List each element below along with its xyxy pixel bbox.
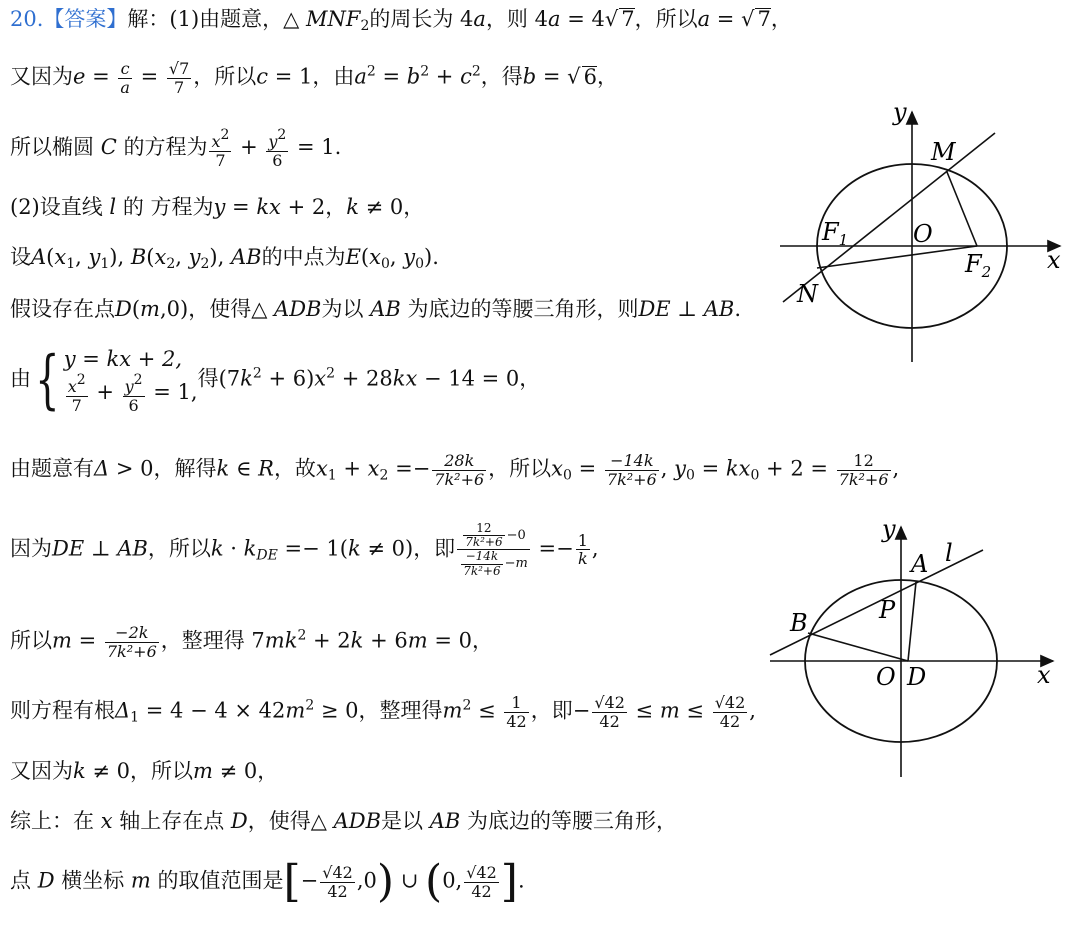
math-text: 假设存在点	[10, 297, 115, 321]
math-text: ，则 4	[485, 7, 548, 31]
math-text: 2	[133, 372, 143, 389]
math-text: =−	[388, 456, 431, 481]
solution-line-3	[10, 128, 341, 169]
math-text: D	[230, 809, 248, 833]
math-text: 设	[10, 245, 31, 269]
math-text: y	[213, 195, 226, 219]
math-text: = 1，由	[268, 64, 355, 89]
math-text: 42	[719, 711, 741, 731]
math-text: =− 1(	[277, 536, 348, 561]
math-text: mk	[264, 628, 298, 653]
math-text: ADB	[333, 809, 381, 833]
math-text: 42	[599, 711, 620, 731]
math-text: k	[346, 195, 359, 219]
math-text: 0	[686, 467, 695, 484]
math-text: √42	[466, 862, 497, 882]
math-text: 7k²+6	[606, 469, 657, 489]
math-text: D	[115, 297, 132, 321]
math-text: 42	[327, 881, 348, 901]
math-text: ,	[892, 456, 900, 481]
math-text: 解：	[127, 7, 170, 31]
math-text: 的中点为	[261, 245, 346, 269]
solution-line-4	[10, 196, 424, 219]
math-text: A	[31, 245, 47, 269]
math-text: −14k	[461, 550, 502, 564]
math-text: 0	[415, 256, 425, 272]
math-text: ，即−	[530, 698, 591, 723]
math-text: ,	[389, 245, 404, 269]
math-text: 2	[277, 127, 287, 143]
math-text: ⊥	[670, 297, 704, 321]
math-text: =−	[531, 536, 574, 561]
math-text: 又因为	[10, 64, 73, 89]
math-text: ，	[596, 64, 618, 89]
math-text: 6	[272, 150, 283, 170]
math-text: m	[130, 868, 151, 893]
math-text: =	[71, 628, 103, 653]
math-text: y = kx + 2,	[63, 347, 183, 371]
math-text: k	[577, 549, 588, 569]
math-text: −	[300, 868, 319, 893]
math-text: m	[285, 698, 306, 723]
math-text: .	[517, 868, 525, 893]
math-text: x	[367, 456, 380, 481]
math-text: x	[369, 245, 381, 269]
math-text: √	[741, 7, 755, 31]
math-text: 因为	[10, 536, 52, 561]
math-text: 2	[305, 697, 315, 714]
math-text: [	[283, 856, 301, 907]
math-text: 2	[76, 372, 86, 389]
math-text: MNF	[305, 7, 361, 31]
solution-line-14	[10, 856, 525, 907]
math-text: kx	[725, 456, 751, 481]
math-text: x	[67, 377, 77, 397]
problem-number: 20.	[10, 7, 44, 31]
math-text: ≠ 0)，即	[360, 536, 456, 561]
math-text: ≠ 0，	[212, 759, 279, 783]
math-text: 2	[379, 467, 389, 484]
line-MN	[783, 133, 995, 302]
segment-BD	[808, 633, 908, 661]
solution-line-8	[10, 452, 899, 488]
math-text: ∪	[394, 868, 426, 893]
math-text: k	[243, 536, 257, 561]
math-text: y	[124, 377, 134, 397]
math-text: Δ	[94, 456, 110, 481]
math-text: ，得	[480, 64, 523, 89]
math-text: 是以	[381, 809, 430, 833]
math-text: 为底边的等腰三角形，	[460, 809, 677, 833]
math-text: (2)设直线	[10, 195, 110, 219]
label-y: y	[893, 100, 907, 126]
math-text: (	[360, 245, 370, 269]
math-text: 2	[366, 63, 376, 80]
math-text: 为底边的等腰三角形，则	[400, 297, 639, 321]
label-O: O	[913, 220, 933, 248]
math-text: m	[140, 297, 160, 321]
math-text: 42	[506, 711, 527, 731]
math-text: B	[130, 245, 147, 269]
math-text: 1	[130, 709, 140, 726]
math-text: 又因为	[10, 759, 73, 783]
math-text: + 6)	[261, 366, 315, 391]
math-text: + 2，	[280, 195, 347, 219]
math-text: x	[100, 809, 113, 833]
solution-line-12	[10, 760, 278, 783]
math-text: 6	[128, 395, 139, 415]
math-text: Δ	[115, 698, 131, 723]
label-y: y	[882, 515, 896, 543]
math-text: x	[551, 456, 564, 481]
math-text: AB	[703, 297, 735, 321]
math-text: AB	[230, 245, 262, 269]
math-text: 2	[360, 18, 370, 34]
math-text: = 4 − 4 × 42	[139, 698, 286, 723]
math-text: 得(7	[197, 366, 241, 391]
math-text: √	[604, 7, 619, 31]
math-text: 0	[750, 467, 760, 484]
math-text: y	[88, 245, 101, 269]
math-text: ,0	[356, 868, 377, 893]
math-text: a	[697, 7, 711, 31]
math-text: x	[211, 132, 221, 151]
math-text: −m	[504, 556, 528, 572]
solution-line-13	[10, 810, 677, 833]
math-text: =	[85, 64, 117, 89]
math-text: kx	[392, 366, 418, 391]
segment-NF2	[817, 246, 977, 268]
math-text: 2	[420, 63, 430, 80]
math-text: l	[109, 195, 117, 219]
math-text: = 1,	[146, 380, 198, 405]
math-text: 6	[583, 64, 597, 89]
math-text: 1	[100, 256, 110, 272]
math-text: +	[89, 380, 121, 405]
math-text: 由题意有	[10, 456, 94, 481]
math-text: ，故	[273, 456, 316, 481]
math-text: ,	[75, 245, 89, 269]
math-text: + 2	[306, 628, 351, 653]
math-text: 由	[10, 366, 31, 391]
math-text: k	[216, 456, 230, 481]
math-text: −14k	[605, 452, 659, 471]
math-text: ，所以	[634, 7, 698, 31]
math-text: x	[315, 456, 328, 481]
segment-AD	[908, 582, 916, 661]
math-text: y	[268, 132, 278, 151]
math-text: + 28	[335, 366, 393, 391]
math-text: ，整理得 7	[160, 628, 265, 653]
math-text: √42	[594, 693, 625, 712]
math-text: c	[256, 64, 269, 89]
math-text: 2	[297, 627, 307, 644]
math-text: k	[350, 628, 364, 653]
math-text: 2	[200, 256, 210, 272]
math-text: + 6	[363, 628, 408, 653]
math-text: c	[460, 64, 472, 89]
math-text: k	[347, 536, 361, 561]
math-text: ∈	[229, 456, 259, 481]
math-text: m	[442, 698, 463, 723]
math-text: k	[210, 536, 224, 561]
math-text: a	[547, 7, 561, 31]
math-text: 7k²+6	[465, 535, 503, 550]
math-text: e	[73, 64, 86, 89]
math-text: 所以椭圆	[10, 135, 101, 160]
math-text: 7	[215, 150, 226, 170]
answer-tag: 【答案】	[43, 7, 128, 31]
math-text: 所以	[10, 628, 52, 653]
math-text: ≥ 0，整理得	[314, 698, 443, 723]
math-text: 2	[252, 365, 262, 382]
math-text: −2k	[105, 624, 159, 643]
math-text: E	[345, 245, 361, 269]
math-text: D	[37, 868, 55, 893]
math-text: 2	[462, 697, 472, 714]
math-text: = 1.	[290, 135, 342, 160]
math-text: ]	[500, 856, 518, 907]
math-text: =	[710, 7, 742, 31]
math-text: ，使得△	[247, 809, 334, 833]
math-text: ,	[749, 698, 756, 723]
math-text: 1	[504, 694, 528, 713]
math-text: 7	[71, 395, 82, 415]
solution-line-5	[10, 246, 439, 272]
math-text: c	[118, 60, 132, 79]
math-text: 7k²+6	[463, 563, 501, 578]
math-text: kx	[256, 195, 281, 219]
math-text: ，所以	[488, 456, 552, 481]
math-text: √7	[168, 59, 190, 78]
math-text: 12	[463, 522, 504, 536]
math-text: 7k²+6	[106, 641, 157, 661]
math-text: +	[233, 135, 265, 160]
math-text: 为以	[321, 297, 371, 321]
label-F1: $F_1$	[822, 218, 849, 249]
math-text: x	[154, 245, 167, 269]
math-text: 1	[66, 256, 76, 272]
math-text: b	[522, 64, 537, 89]
math-text: y	[403, 245, 416, 269]
math-text: a	[354, 64, 367, 89]
math-text: ).	[424, 245, 439, 269]
math-text: 7	[173, 77, 185, 97]
math-text: 的 方程为	[116, 195, 214, 219]
math-text: =	[225, 195, 257, 219]
math-text: √42	[322, 862, 353, 882]
math-text: a	[473, 7, 486, 31]
math-text: =	[571, 456, 603, 481]
math-text: AB	[117, 536, 148, 561]
math-text: =	[694, 456, 726, 481]
math-text: ≤	[679, 698, 711, 723]
math-text: k	[240, 366, 253, 391]
math-text: DE	[52, 536, 85, 561]
label-M: M	[931, 138, 956, 166]
math-text: +	[429, 64, 461, 89]
math-text: AB	[370, 297, 401, 321]
math-text: ),	[109, 245, 131, 269]
math-text: m	[407, 628, 428, 653]
math-text: ,	[660, 456, 675, 481]
math-text: 综上：在	[10, 809, 101, 833]
math-text: x	[314, 366, 327, 391]
math-text: = 4	[560, 7, 605, 31]
solution-line-11	[10, 694, 756, 730]
math-text: 7k²+6	[434, 469, 485, 489]
math-text: 横坐标	[54, 868, 131, 893]
solution-line-7	[10, 342, 541, 417]
math-text: (	[131, 297, 141, 321]
math-text: 1	[327, 467, 337, 484]
math-text: √	[567, 64, 581, 89]
solution-line-6	[10, 298, 741, 321]
math-text: m	[52, 628, 72, 653]
math-text: ADB	[274, 297, 322, 321]
math-text: =	[133, 64, 165, 89]
math-text: ⊥	[84, 536, 118, 561]
label-x: x	[1037, 661, 1051, 689]
solution-line-10	[10, 624, 493, 660]
math-text: 2	[220, 127, 230, 143]
math-text: (	[425, 856, 443, 907]
math-text: 1	[577, 530, 588, 550]
math-text: +	[336, 456, 368, 481]
math-text: ),	[209, 245, 231, 269]
math-text: ,	[175, 245, 189, 269]
math-text: 2	[326, 365, 336, 382]
math-text: ≤	[628, 698, 660, 723]
math-text: =	[375, 64, 407, 89]
label-B: B	[790, 609, 808, 637]
math-text: 42	[471, 881, 492, 901]
solution-line-1	[10, 8, 792, 34]
math-text: (1)由题意，△	[169, 7, 306, 31]
math-text: 0	[563, 467, 572, 484]
math-text: ，所以	[147, 536, 211, 561]
math-text: 0	[380, 256, 390, 272]
label-l: l	[945, 539, 953, 567]
math-text: .	[734, 297, 742, 321]
math-text: b	[406, 64, 421, 89]
math-text: 12	[837, 452, 891, 471]
math-text: 2	[471, 63, 481, 80]
math-text: DE	[638, 297, 671, 321]
math-text: −0	[506, 528, 526, 544]
solution-line-2	[10, 60, 618, 96]
math-text: ·	[223, 536, 244, 561]
math-text: DE	[256, 547, 278, 564]
left-brace: {	[35, 342, 60, 417]
label-P: P	[879, 596, 896, 624]
math-text: =	[536, 64, 568, 89]
math-text: C	[100, 135, 117, 160]
solution-line-9	[10, 522, 599, 578]
math-text: ≠ 0，	[358, 195, 425, 219]
label-N: N	[797, 280, 818, 308]
math-text: 7	[757, 7, 771, 31]
ellipse-figure-2	[765, 515, 1065, 785]
math-text: √42	[714, 693, 746, 712]
math-text: > 0，解得	[109, 456, 217, 481]
math-text: 则方程有根	[10, 698, 115, 723]
math-text: + 2 =	[759, 456, 835, 481]
math-text: = 0，	[427, 628, 493, 653]
math-text: 轴上存在点	[112, 809, 231, 833]
math-text: m	[659, 698, 680, 723]
label-F2: $F_2$	[965, 250, 992, 281]
math-text: 的周长为 4	[369, 7, 474, 31]
math-text: (	[46, 245, 55, 269]
math-text: ，所以	[193, 64, 257, 89]
math-text: 点	[10, 868, 38, 893]
math-text: 7	[621, 7, 635, 31]
math-text: AB	[429, 809, 461, 833]
math-text: x	[54, 245, 67, 269]
math-text: k	[73, 759, 86, 783]
math-text: ≤	[471, 698, 503, 723]
math-text: y	[188, 245, 201, 269]
math-text: y	[674, 456, 686, 481]
math-text: (	[146, 245, 155, 269]
math-text: ≠ 0，所以	[85, 759, 194, 783]
math-text: ,0)，使得△	[159, 297, 275, 321]
math-text: 7k²+6	[838, 469, 889, 489]
label-O: O	[876, 663, 896, 691]
math-text: 28k	[432, 452, 486, 471]
math-text: R	[258, 456, 274, 481]
math-text: 0,	[442, 868, 463, 893]
ellipse-figure-1	[775, 100, 1070, 365]
math-text: − 14 = 0，	[417, 366, 541, 391]
label-D: D	[907, 663, 927, 691]
math-text: m	[193, 759, 213, 783]
math-text: ,	[591, 536, 599, 561]
math-text: 的取值范围是	[150, 868, 284, 893]
label-x: x	[1047, 246, 1061, 274]
math-text: )	[376, 856, 395, 907]
math-text: ，	[770, 7, 792, 31]
math-text: a	[120, 77, 130, 97]
math-text: 的方程为	[116, 135, 208, 160]
math-text: 2	[166, 256, 176, 272]
label-A: A	[911, 550, 929, 578]
